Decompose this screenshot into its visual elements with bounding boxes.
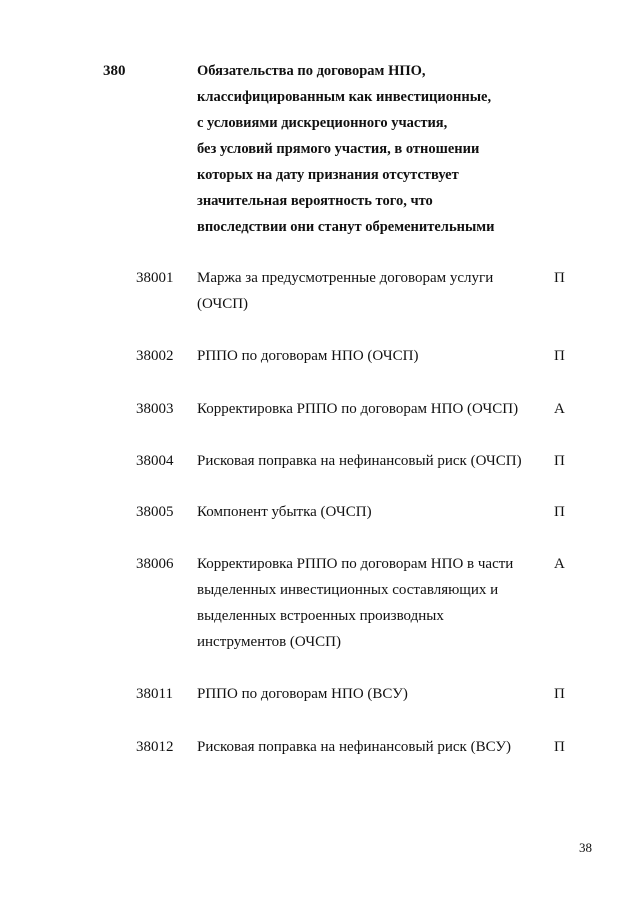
account-type-mark: А xyxy=(554,556,565,572)
section-title-line: без условий прямого участия, в отношении xyxy=(197,141,480,157)
section-code: 380 xyxy=(103,63,126,79)
account-description-line: РППО по договорам НПО (ВСУ) xyxy=(197,686,408,702)
account-type-mark: А xyxy=(554,401,565,417)
account-description xyxy=(197,681,527,707)
account-description-line: РППО по договорам НПО (ОЧСП) xyxy=(197,348,419,364)
page-number: 38 xyxy=(579,840,592,855)
account-type-mark: П xyxy=(554,739,565,755)
account-description-line: Рисковая поправка на нефинансовый риск (ВСУ) xyxy=(197,739,512,755)
account-code: 38006 xyxy=(136,556,174,572)
account-type-mark: П xyxy=(554,504,565,520)
account-code: 38004 xyxy=(136,453,174,469)
account-code: 38012 xyxy=(136,739,174,755)
account-code: 38005 xyxy=(136,504,174,520)
account-description-line: Рисковая поправка на нефинансовый риск (ОЧСП) xyxy=(197,453,522,469)
account-type-mark: П xyxy=(554,453,565,469)
section-title-line: впоследствии они станут обременительными xyxy=(197,219,495,235)
account-description xyxy=(197,734,527,760)
account-description xyxy=(197,343,527,369)
account-description-line: инструментов (ОЧСП) xyxy=(197,634,341,650)
account-type-mark: П xyxy=(554,686,565,702)
account-description-line: выделенных инвестиционных составляющих и xyxy=(197,582,499,598)
section-title-line: которых на дату признания отсутствует xyxy=(197,167,459,183)
account-description xyxy=(197,396,527,422)
account-description-line: выделенных встроенных производных xyxy=(197,608,444,624)
account-description xyxy=(197,499,527,525)
account-code: 38011 xyxy=(136,686,173,702)
account-description-line: Компонент убытка (ОЧСП) xyxy=(197,504,372,520)
account-description-line: (ОЧСП) xyxy=(197,296,249,312)
account-code: 38002 xyxy=(136,348,174,364)
section-title-line: с условиями дискреционного участия, xyxy=(197,115,448,131)
account-description xyxy=(197,448,527,474)
section-title-line: классифицированным как инвестиционные, xyxy=(197,89,492,105)
account-description-line: Корректировка РППО по договорам НПО (ОЧСП) xyxy=(197,401,519,417)
account-code: 38003 xyxy=(136,401,174,417)
account-description-line: Корректировка РППО по договорам НПО в части xyxy=(197,556,514,572)
account-type-mark: П xyxy=(554,270,565,286)
section-title-line: Обязательства по договорам НПО, xyxy=(197,63,426,79)
section-title-line: значительная вероятность того, что xyxy=(197,193,433,209)
account-description xyxy=(197,551,527,655)
account-type-mark: П xyxy=(554,348,565,364)
section-title xyxy=(197,58,537,240)
account-description xyxy=(197,265,527,317)
account-code: 38001 xyxy=(136,270,174,286)
account-description-line: Маржа за предусмотренные договорам услуги xyxy=(197,270,494,286)
